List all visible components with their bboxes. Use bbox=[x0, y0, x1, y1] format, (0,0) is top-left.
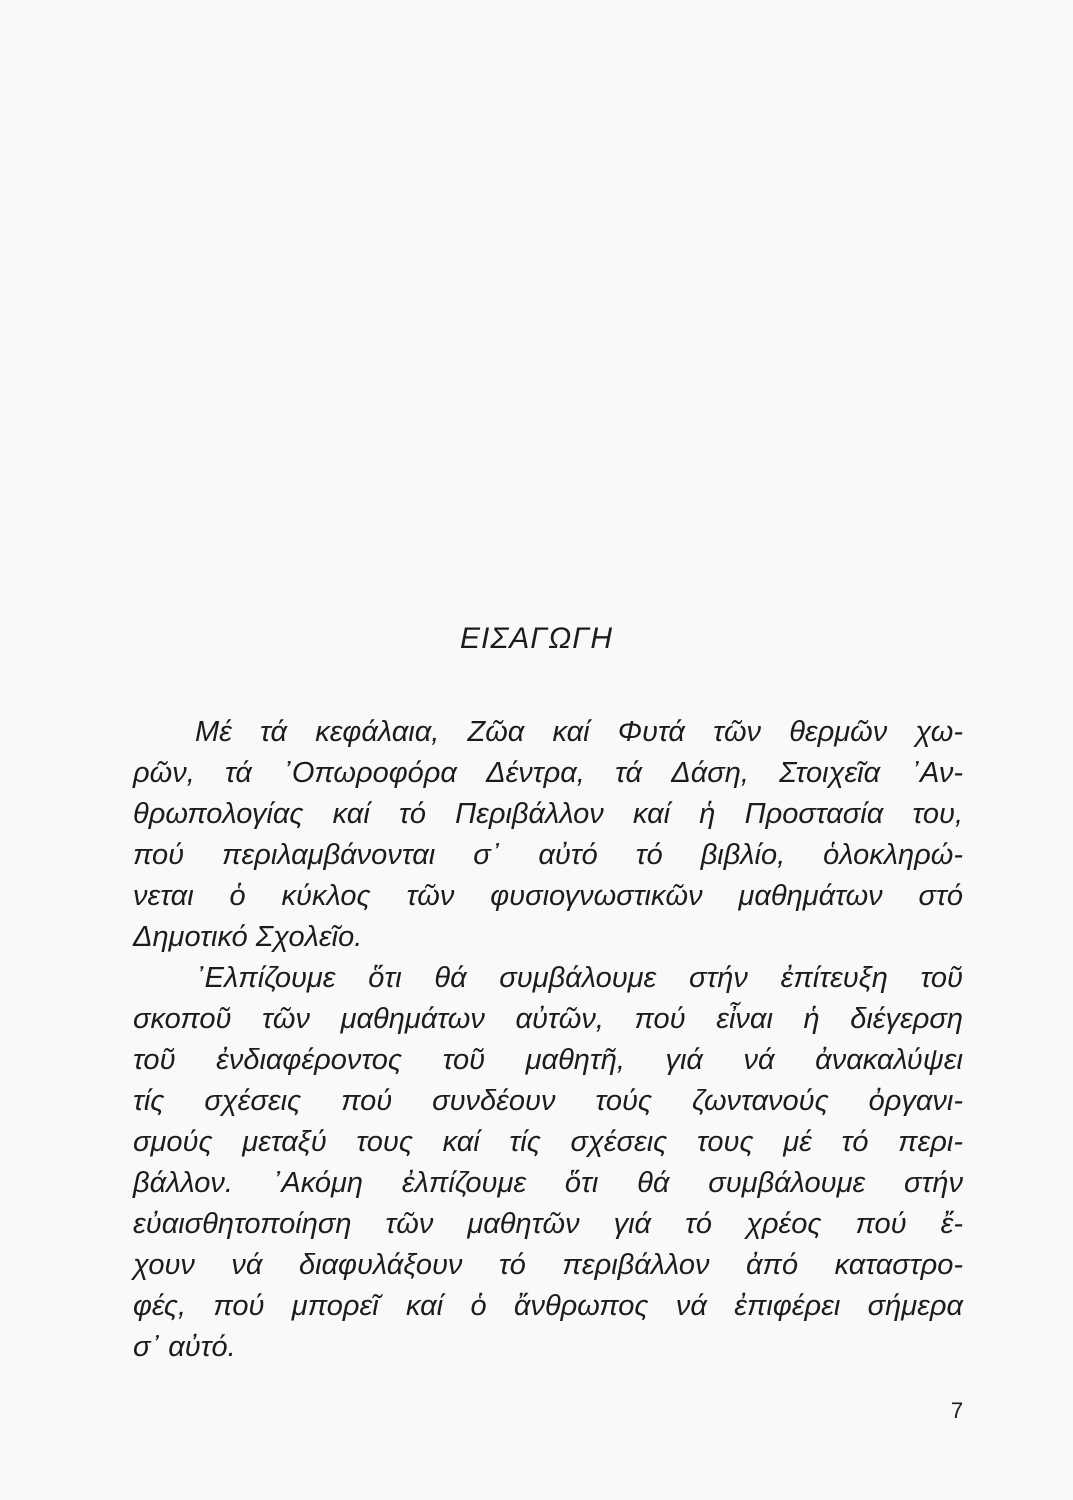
paragraph-2-line: εὐαισθητοποίηση τῶν μαθητῶν γιά τό χρέος πού ἔ- bbox=[133, 1208, 963, 1240]
intro-text bbox=[133, 712, 963, 1368]
page-number: 7 bbox=[950, 1398, 964, 1423]
paragraph-2-line: βάλλον. ᾿Ακόμη ἐλπίζουμε ὅτι θά συμβάλουμε στήν bbox=[133, 1167, 963, 1199]
paragraph-2-line: τίς σχέσεις πού συνδέουν τούς ζωντανούς ὀργανι- bbox=[133, 1085, 963, 1117]
paragraph-1-line: Δημοτικό Σχολεῖο. bbox=[133, 921, 363, 953]
paragraph-2-line: ᾿Ελπίζουμε ὅτι θά συμβάλουμε στήν ἐπίτευξη τοῦ bbox=[195, 962, 963, 994]
paragraph-2-line: σ᾿ αὐτό. bbox=[133, 1331, 236, 1363]
paragraph-1-line: πού περιλαμβάνονται σ᾿ αὐτό τό βιβλίο, ὁλοκληρώ- bbox=[133, 839, 963, 871]
paragraph-1-line: νεται ὁ κύκλος τῶν φυσιογνωστικῶν μαθημάτων στό bbox=[133, 880, 963, 912]
paragraph-2-line: τοῦ ἐνδιαφέροντος τοῦ μαθητῆ, γιά νά ἀνακαλύψει bbox=[133, 1044, 963, 1076]
paragraph-1-line: θρωπολογίας καί τό Περιβάλλον καί ἡ Προστασία του, bbox=[133, 798, 963, 830]
paragraph-2-line: χουν νά διαφυλάξουν τό περιβάλλον ἀπό καταστρο- bbox=[133, 1249, 963, 1281]
paragraph-2-line: φές, πού μπορεῖ καί ὁ ἄνθρωπος νά ἐπιφέρει σήμερα bbox=[133, 1290, 963, 1322]
paragraph-1-line: Μέ τά κεφάλαια, Ζῶα καί Φυτά τῶν θερμῶν χω- bbox=[195, 716, 963, 748]
paragraph-1-line: ρῶν, τά ᾿Οπωροφόρα Δέντρα, τά Δάση, Στοιχεῖα ᾿Αν- bbox=[133, 757, 963, 789]
paragraph-2-line: σκοποῦ τῶν μαθημάτων αὐτῶν, πού εἶναι ἡ διέγερση bbox=[133, 1003, 963, 1035]
section-heading: ΕΙΣΑΓΩΓΗ bbox=[459, 622, 614, 655]
paragraph-2-line: σμούς μεταξύ τους καί τίς σχέσεις τους μέ τό περι- bbox=[133, 1126, 963, 1158]
